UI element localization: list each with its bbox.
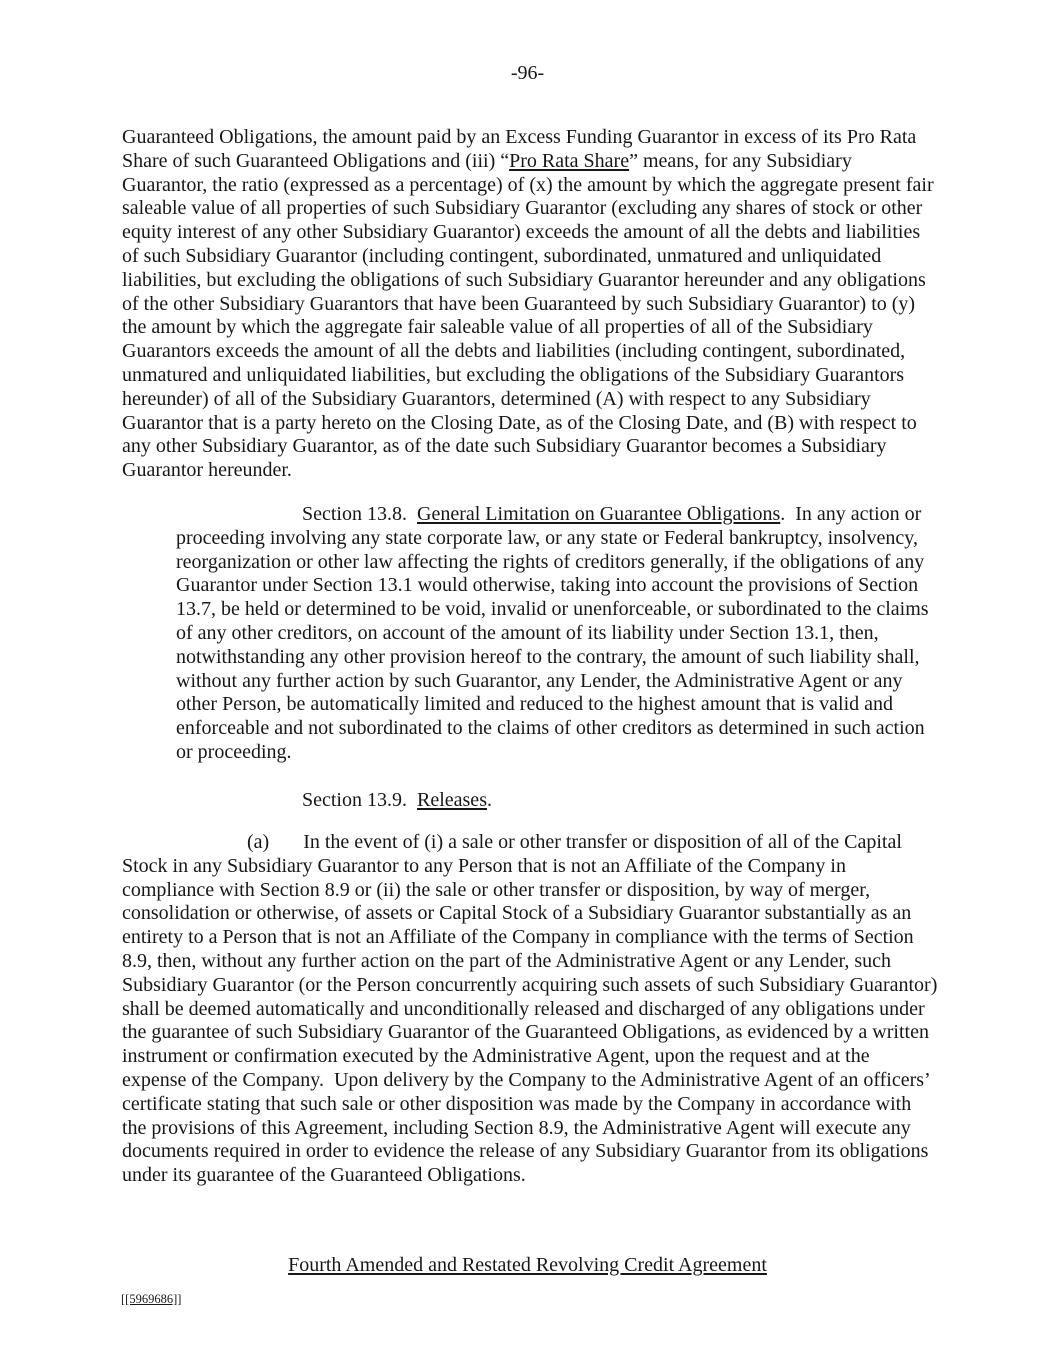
paragraph-a-marker: (a) [247, 831, 270, 853]
paragraph-text: Guaranteed Obligations, the amount paid by an Excess Funding Guarantor in excess of its Pro Rata Share of such Guaranteed Obligations and (iii) “ [122, 126, 922, 172]
section-13-8-body: . In any action or proceeding involving any state corporate law, or any state or Federal bankruptcy, insolvency, reorganization or other law affecting the rights of creditors generally, if the obligations of any Guarantor under Section 13.1 would otherwise, taking into account the provisions of Section 13.7, be held or determined to be void, invalid or unenforceable, or subordinated to the claims of any other creditors, on account of the amount of its liability under Section 13.1, then, notwithstanding any other provision hereof to the contrary, the amount of such liability shall, without any further action by such Guarantor, any Lender, the Administrative Agent or any other Person, be automatically limited and reduced to the highest amount that is valid and enforceable and not subordinated to the claims of other creditors as determined in such action or proceeding. [176, 503, 934, 763]
section-13-9-period: . [486, 789, 492, 811]
paragraph-text: ” means, for any Subsidiary Guarantor, the ratio (expressed as a percentage) of (x) the amount by which the aggregate present fair saleable value of all properties of such Subsidiary Guarantor (excluding any shares of stock or other equity interest of any other Subsidiary Guarantor) exceeds the amount of all the debts and liabilities of such Subsidiary Guarantor (including contingent, subordinated, unmatured and unliquidated liabilities, but excluding the obligations of such Subsidiary Guarantor hereunder and any obligations of the other Subsidiary Guarantors that have been Guaranteed by such Subsidiary Guarantor) to (y) the amount by which the aggregate fair saleable value of all properties of all of the Subsidiary Guarantors exceeds the amount of all the debts and liabilities (including contingent, subordinated, unmatured and unliquidated liabilities, but excluding the obligations of the Subsidiary Guarantors hereunder) of all of the Subsidiary Guarantors, determined (A) with respect to any Subsidiary Guarantor that is a party hereto on the Closing Date, as of the Closing Date, and (B) with respect to any other Subsidiary Guarantor, as of the date such Subsidiary Guarantor becomes a Subsidiary Guarantor hereunder. [122, 149, 939, 482]
section-13-9-heading: Releases [417, 789, 487, 811]
section-13-8-label: Section 13.8. [302, 503, 417, 525]
footer-agreement-title-text: Fourth Amended and Restated Revolving Credit Agreement [288, 1254, 767, 1276]
section-13-8-paragraph [176, 503, 936, 765]
defined-term-pro-rata-share: Pro Rata Share [509, 149, 630, 172]
footer-agreement-title [0, 1253, 1055, 1277]
section-13-8-heading: General Limitation on Guarantee Obligations [417, 503, 781, 525]
paragraph-guaranteed-obligations [122, 126, 938, 483]
section-13-9-label: Section 13.9. [302, 789, 417, 811]
document-id: [[5969686]] [121, 1292, 182, 1306]
section-13-9-paragraph [176, 789, 936, 813]
paragraph-a [122, 831, 943, 1188]
paragraph-a-text: In the event of (i) a sale or other transfer or disposition of all of the Capital Stock in any Subsidiary Guarantor to any Person that is not an Affiliate of the Company in compliance with Section 8.9 or (ii) the sale or other transfer or disposition, by way of merger, consolidation or otherwise, of assets or Capital Stock of a Subsidiary Guarantor substantially as an entirety to a Person that is not an Affiliate of the Company in compliance with the terms of Section 8.9, then, without any further action on the part of the Administrative Agent or any Lender, such Subsidiary Guarantor (or the Person concurrently acquiring such assets of such Subsidiary Guarantor) shall be deemed automatically and unconditionally released and discharged of any obligations under the guarantee of such Subsidiary Guarantor of the Guaranteed Obligations, as evidenced by a written instrument or confirmation executed by the Administrative Agent, upon the request and at the expense of the Company. Upon delivery by the Company to the Administrative Agent of an officers’ certificate stating that such sale or other disposition was made by the Company in accordance with the provisions of this Agreement, including Section 8.9, the Administrative Agent will execute any documents required in order to evidence the release of any Subsidiary Guarantor from its obligations under its guarantee of the Guaranteed Obligations. [122, 831, 943, 1187]
page-number: -96- [510, 62, 545, 84]
